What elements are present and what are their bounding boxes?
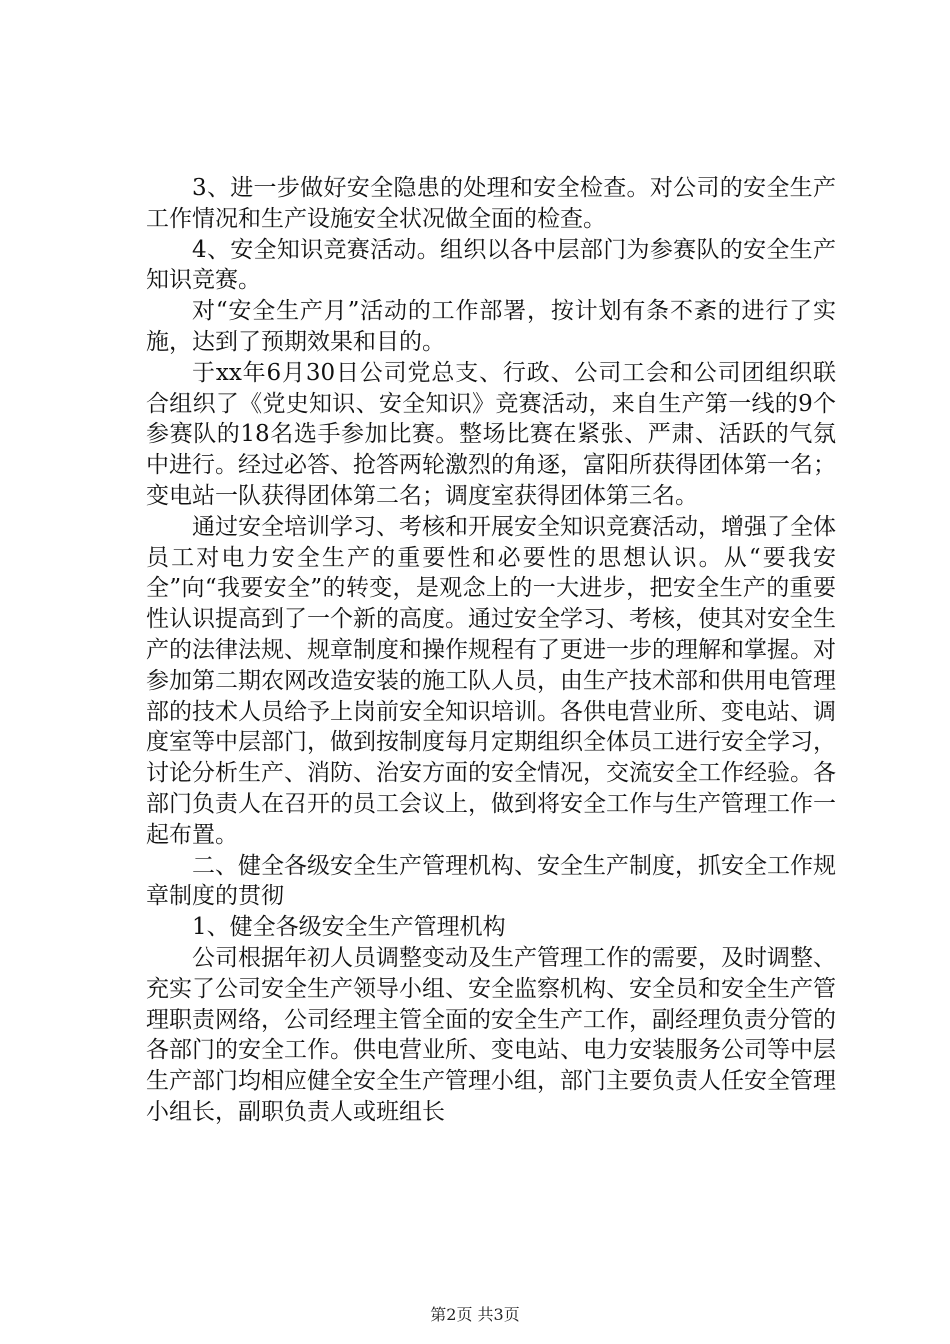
paragraph-4: 于xx年6月30日公司党总支、行政、公司工会和公司团组织联合组织了《党史知识、安全知识》竞赛活动，来自生产第一线的9个参赛队的18名选手参加比赛。整场比赛在紧张、严肃、活跃的气氛中进行。经过必答、抢答两轮激烈的角逐，富阳所获得团体第一名；变电站一队获得团体第二名；调度室获得团体第三名。 (146, 359, 836, 509)
paragraph-1: 3、进一步做好安全隐患的处理和安全检查。对公司的安全生产工作情况和生产设施安全状况做全面的检查。 (146, 175, 836, 232)
paragraph-3: 对“安全生产月”活动的工作部署，按计划有条不紊的进行了实施，达到了预期效果和目的。 (146, 298, 836, 355)
section-heading: 二、健全各级安全生产管理机构、安全生产制度，抓安全工作规章制度的贯彻 (146, 852, 836, 910)
paragraph-5: 通过安全培训学习、考核和开展安全知识竞赛活动，增强了全体员工对电力安全生产的重要性和必要性的思想认识。从“要我安全”向“我要安全”的转变，是观念上的一大进步，把安全生产的重要性认识提高到了一个新的高度。通过安全学习、考核，使其对安全生产的法律法规、规章制度和操作规程有了更进一步的理解和掌握。对参加第二期农网改造安装的施工队人员，由生产技术部和供用电管理部的技术人员给予上岗前安全知识培训。各供电营业所、变电站、调度室等中层部门，做到按制度每月定期组织全体员工进行安全学习，讨论分析生产、消防、治安方面的安全情况，交流安全工作经验。各部门负责人在召开的员工会议上，做到将安全工作与生产管理工作一起布置。 (146, 513, 836, 848)
page-number-footer: 第2页 共3页 (430, 1305, 520, 1324)
subsection-heading: 1、健全各级安全生产管理机构 (192, 914, 506, 941)
paragraph-2: 4、安全知识竞赛活动。组织以各中层部门为参赛队的安全生产知识竞赛。 (146, 236, 836, 294)
paragraph-6: 公司根据年初人员调整变动及生产管理工作的需要，及时调整、充实了公司安全生产领导小组、安全监察机构、安全员和安全生产管理职责网络，公司经理主管全面的安全生产工作，副经理负责分管的各部门的安全工作。供电营业所、变电站、电力安装服务公司等中层生产部门均相应健全安全生产管理小组，部门主要负责人任安全管理小组长，副职负责人或班组长 (146, 944, 836, 1125)
document-body (146, 173, 836, 1128)
